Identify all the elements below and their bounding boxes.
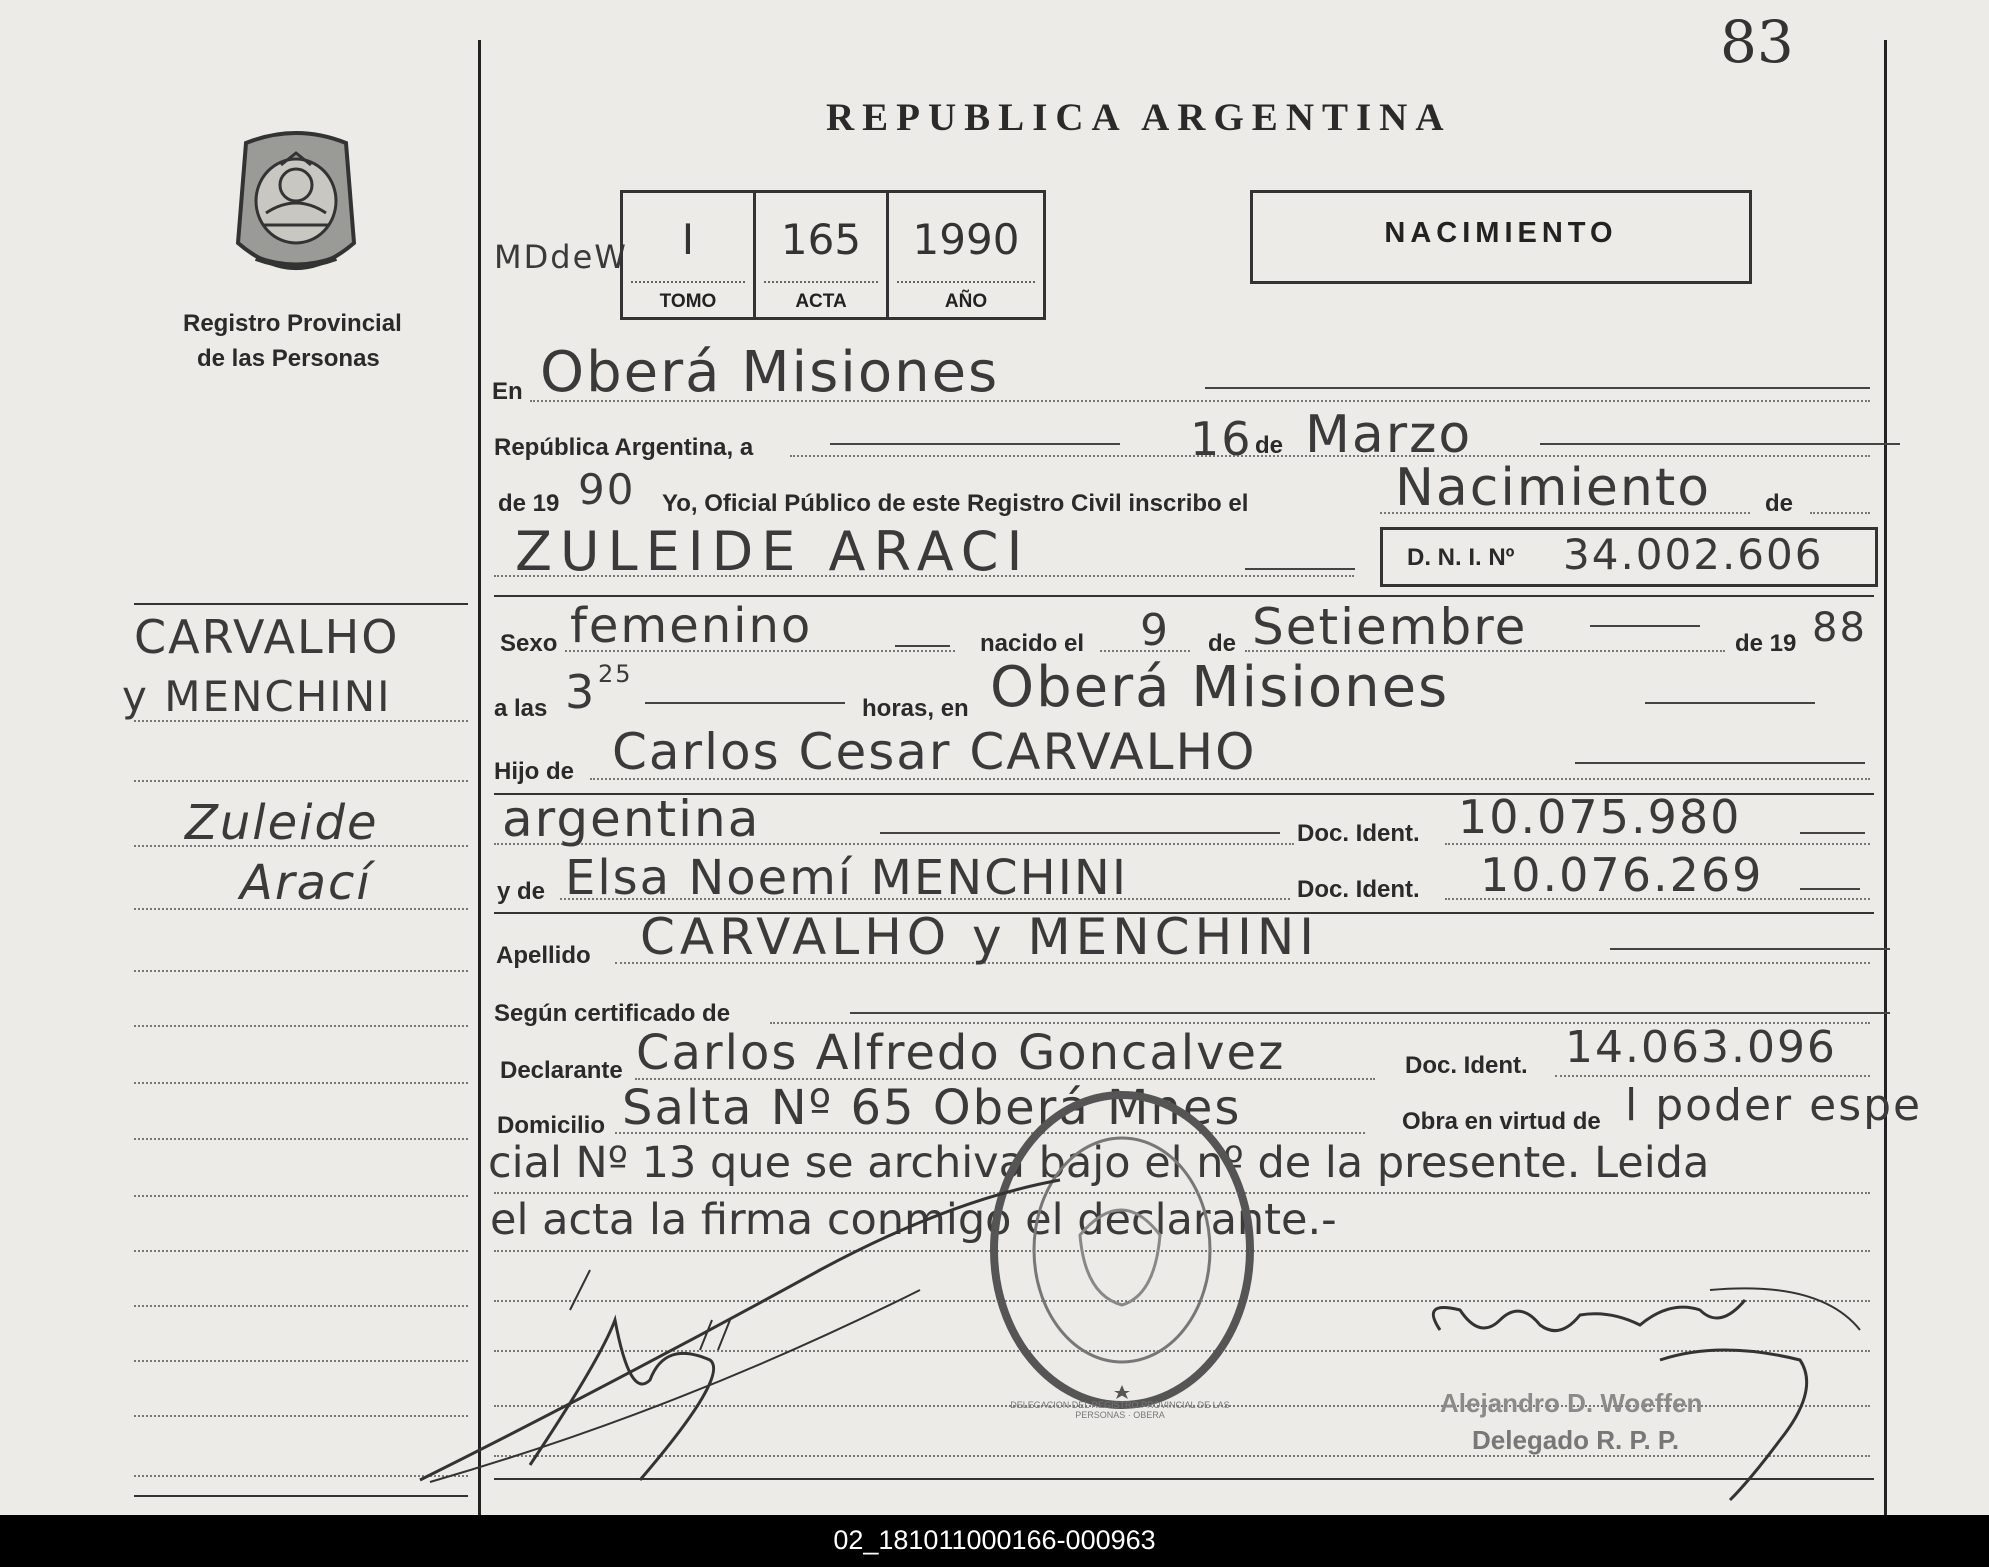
father-doc-fill-line [1800, 832, 1865, 834]
y-de-label: y de [497, 878, 546, 905]
margin-line [134, 1025, 468, 1027]
en-label: En [492, 378, 523, 405]
birth-de-label: de [1208, 630, 1237, 657]
dni-box [1380, 527, 1878, 587]
declarant-signature [400, 1160, 1100, 1500]
a-las-label: a las [494, 695, 548, 722]
declarant-doc-label: Doc. Ident. [1405, 1052, 1528, 1079]
anio-value: 1990 [912, 215, 1020, 264]
father-fill-line [1575, 762, 1865, 764]
sexo-label: Sexo [500, 630, 558, 657]
declarant-doc-value: 14.063.096 [1565, 1022, 1837, 1073]
official-title: Delegado R. P. P. [1472, 1425, 1680, 1455]
segun-label: Según certificado de [494, 1000, 731, 1027]
tomo-value: I [681, 215, 695, 264]
sex-value: femenino [570, 598, 813, 654]
anio-label: AÑO [944, 291, 988, 312]
surname-fill-line [1610, 948, 1890, 950]
tomo-underline [631, 281, 745, 283]
hour-fill-line [645, 702, 845, 704]
sex-fill-line [895, 645, 950, 647]
horas-label: horas, en [862, 695, 969, 722]
day-value: 16 [1190, 412, 1253, 466]
mother-doc-label: Doc. Ident. [1297, 876, 1420, 903]
address-value: Salta Nº 65 Oberá Mnes [622, 1080, 1242, 1136]
doc-type-label: NACIMIENTO [1384, 217, 1618, 249]
hour-value: 3 [565, 665, 597, 719]
margin-note-surname1: CARVALHO [134, 610, 400, 664]
father-nationality-value: argentina [502, 790, 761, 848]
day-fill-line [830, 443, 1120, 445]
acta-label: ACTA [795, 291, 847, 312]
obra-label: Obra en virtud de [1402, 1108, 1601, 1135]
acta-cell [756, 193, 889, 317]
file-id-footer: 02_181011000166-000963 [0, 1515, 1989, 1567]
birth-month-fill-line [1590, 625, 1700, 627]
act-de-dots [1810, 512, 1870, 514]
father-value: Carlos Cesar CARVALHO [612, 723, 1257, 781]
day-de-label: de [1255, 432, 1284, 459]
margin-line [134, 1082, 468, 1084]
declarante-label: Declarante [500, 1057, 623, 1084]
declarant-doc-dots [1555, 1075, 1870, 1077]
month-value: Marzo [1305, 405, 1473, 465]
father-doc-value: 10.075.980 [1458, 790, 1742, 844]
margin-note-name2: Arací [240, 855, 372, 911]
father-doc-label: Doc. Ident. [1297, 820, 1420, 847]
misiones-seal-logo [226, 123, 366, 283]
birth-place-value: Oberá Misiones [990, 655, 1450, 720]
anio-underline [897, 281, 1035, 283]
segun-fill-line [850, 1012, 1890, 1014]
page-number: 83 [1720, 8, 1794, 76]
extra-line-2: el acta la firma conmigo el declarante.- [490, 1195, 1337, 1245]
nacido-label: nacido el [980, 630, 1085, 657]
nationality-fill-line [880, 832, 1280, 834]
dni-value: 34.002.606 [1563, 530, 1824, 579]
acta-underline [764, 281, 878, 283]
birth-place-fill-line [1645, 702, 1815, 704]
margin-line [134, 780, 468, 782]
reference-prefix: MDdeW [494, 238, 628, 276]
hijo-label: Hijo de [494, 758, 575, 785]
minutes-value: 25 [598, 660, 633, 688]
surname-value: CARVALHO y MENCHINI [640, 908, 1320, 966]
act-de-label: de [1765, 490, 1794, 517]
reference-grid [620, 190, 1046, 320]
margin-top-line [134, 603, 468, 605]
child-name-fill-line [1245, 568, 1355, 570]
dni-label: D. N. I. Nº [1407, 544, 1515, 571]
registry-name-line1: Registro Provincial [183, 310, 402, 337]
obra-value: l poder espe [1625, 1080, 1923, 1131]
statement-text: Yo, Oficial Público de este Registro Civil inscribo el [662, 490, 1249, 517]
registry-name-line2: de las Personas [197, 345, 380, 372]
child-name-value: ZULEIDE ARACI [515, 520, 1031, 583]
place-value: Oberá Misiones [540, 340, 1000, 405]
acta-value: 165 [780, 215, 862, 264]
margin-note-name1: Zuleide [185, 795, 379, 851]
extra-line-1: cial Nº 13 que se archiva bajo el nº de la presente. Leida [488, 1138, 1710, 1188]
act-type-value: Nacimiento [1395, 458, 1712, 518]
domicilio-label: Domicilio [497, 1112, 606, 1139]
margin-line [134, 1138, 468, 1140]
tomo-label: TOMO [659, 291, 717, 312]
right-border [1884, 40, 1887, 1515]
mother-doc-fill-line [1800, 888, 1860, 890]
margin-line [134, 970, 468, 972]
anio-cell [889, 193, 1043, 317]
republica-label: República Argentina, a [494, 434, 754, 461]
mother-value: Elsa Noemí MENCHINI [565, 850, 1128, 906]
apellido-label: Apellido [496, 942, 591, 969]
mother-doc-value: 10.076.269 [1480, 848, 1764, 902]
declarant-value: Carlos Alfredo Goncalvez [636, 1025, 1286, 1081]
official-name: Alejandro D. Woeffen [1440, 1388, 1703, 1418]
margin-note-surname2: y MENCHINI [122, 672, 392, 721]
tomo-cell [623, 193, 756, 317]
doc-type-box [1250, 190, 1752, 284]
birth-year-label: de 19 [1735, 630, 1797, 657]
birth-day-value: 9 [1140, 605, 1170, 656]
page-title: REPUBLICA ARGENTINA [826, 96, 1452, 139]
birth-month-value: Setiembre [1252, 598, 1528, 656]
month-fill-line [1540, 443, 1900, 445]
year-prefix-label: de 19 [498, 490, 560, 517]
place-fill-line [1205, 387, 1870, 389]
year-suffix-value: 90 [578, 465, 636, 514]
section-divider [494, 595, 1874, 597]
official-stamp-text: DELEGACION DEL REGISTRO PROVINCIAL DE LAS PERSONAS · OBERA [1010, 1400, 1230, 1420]
birth-year-value: 88 [1812, 605, 1867, 651]
